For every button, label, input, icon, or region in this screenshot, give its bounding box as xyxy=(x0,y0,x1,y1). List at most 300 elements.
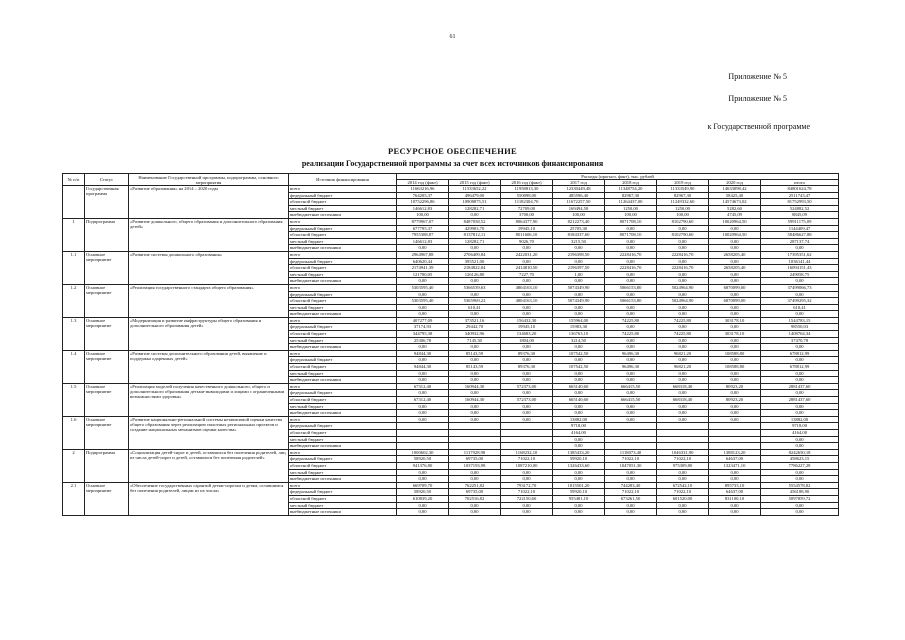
cell-value: 485596,40 xyxy=(553,192,605,199)
row-status: Подпрограмма xyxy=(85,218,129,251)
cell-value: 82967,30 xyxy=(605,192,657,199)
cell-value: 0,00 xyxy=(709,291,761,298)
cell-value: 666415,50 xyxy=(605,383,657,390)
cell-value: 0,00 xyxy=(605,403,657,410)
cell-value: 1168232,10 xyxy=(501,449,553,456)
cell-value: 7145,30 xyxy=(449,337,501,344)
cell-value xyxy=(605,423,657,430)
cell-total: 0,00 xyxy=(761,344,839,351)
cell-value xyxy=(397,436,449,443)
funding-source: внебюджетные источники xyxy=(289,278,397,285)
cell-value: 0,00 xyxy=(657,291,709,298)
cell-total: 1544783,15 xyxy=(761,317,839,324)
cell-value xyxy=(501,429,553,436)
cell-value: 2658205,40 xyxy=(709,265,761,272)
cell-value: 19945,10 xyxy=(501,225,553,232)
cell-value: 0,00 xyxy=(553,469,605,476)
cell-value: 0,00 xyxy=(657,344,709,351)
cell-value: 59920,10 xyxy=(553,456,605,463)
cell-value: 0,00 xyxy=(553,344,605,351)
cell-value: 2174941,39 xyxy=(397,265,449,272)
cell-total: 7786227,28 xyxy=(761,462,839,469)
funding-source: местный бюджет xyxy=(289,469,397,476)
cell-value: 677795,37 xyxy=(397,225,449,232)
cell-value: 2414810,50 xyxy=(501,265,553,272)
cell-value: 8212273,40 xyxy=(553,218,605,225)
cell-value: 5024964,90 xyxy=(657,298,709,305)
header-name: Наименование Государственной программы, подпрограммы, основного мероприятия xyxy=(129,174,289,186)
funding-source: местный бюджет xyxy=(289,337,397,344)
cell-value: 0,00 xyxy=(709,370,761,377)
cell-value xyxy=(397,443,449,450)
cell-value: 136763,10 xyxy=(553,331,605,338)
cell-value: 0,00 xyxy=(449,370,501,377)
cell-value: 12330449,48 xyxy=(553,186,605,193)
cell-value: 610,41 xyxy=(449,304,501,311)
header-year: 2015 год (факт) xyxy=(449,180,501,186)
cell-value: 0,00 xyxy=(709,403,761,410)
header-num: № п/п xyxy=(63,174,85,186)
cell-value xyxy=(449,423,501,430)
cell-value: 89376,30 xyxy=(501,364,553,371)
cell-value: 155964,00 xyxy=(553,317,605,324)
cell-value: 0,00 xyxy=(709,410,761,417)
cell-value: 0,00 xyxy=(553,443,605,450)
cell-value: 85143,59 xyxy=(449,364,501,371)
cell-value: 0,00 xyxy=(657,357,709,364)
row-number: 1.5 xyxy=(63,383,85,416)
cell-value: 100,00 xyxy=(605,212,657,219)
header-year: итого xyxy=(761,180,839,186)
cell-value: 831100,10 xyxy=(709,495,761,502)
cell-value: 0,00 xyxy=(657,509,709,516)
cell-value: 0,00 xyxy=(501,410,553,417)
cell-value: 8064377,90 xyxy=(501,218,553,225)
cell-value: 0,00 xyxy=(605,337,657,344)
cell-value: 19945,10 xyxy=(501,324,553,331)
cell-value: 85143,59 xyxy=(449,350,501,357)
cell-value: 722150,60 xyxy=(501,495,553,502)
document-subtitle: реализации Государственной программы за счет всех источников финансирования xyxy=(301,159,604,168)
cell-value: 0,00 xyxy=(501,311,553,318)
cell-value: 0,00 xyxy=(449,403,501,410)
cell-value: 169494,58 xyxy=(553,205,605,212)
funding-source: областной бюджет xyxy=(289,265,397,272)
cell-value: 74225,80 xyxy=(605,317,657,324)
cell-value: 0,00 xyxy=(553,509,605,516)
table-row xyxy=(63,350,839,357)
cell-value: 0,00 xyxy=(657,403,709,410)
cell-value: 71022,10 xyxy=(501,489,553,496)
row-status: Государственная программа xyxy=(85,186,129,219)
cell-value: 0,00 xyxy=(501,469,553,476)
table-row xyxy=(63,218,839,225)
cell-value: 0,00 xyxy=(553,258,605,265)
cell-value: 0,00 xyxy=(397,311,449,318)
row-status: Основное мероприятие xyxy=(85,251,129,284)
cell-value: 2228416,70 xyxy=(657,265,709,272)
cell-value: 550098,00 xyxy=(501,192,553,199)
cell-value: 0,00 xyxy=(501,344,553,351)
cell-value xyxy=(605,429,657,436)
cell-value: 0,00 xyxy=(657,370,709,377)
cell-value: 0,00 xyxy=(501,403,553,410)
cell-value: 0,00 xyxy=(605,304,657,311)
cell-value: 11333549,90 xyxy=(657,186,709,193)
cell-value: 146612,83 xyxy=(397,238,449,245)
cell-value: 5303595,40 xyxy=(397,298,449,305)
cell-value: 0,00 xyxy=(657,324,709,331)
cell-total: 37499066,73 xyxy=(761,284,839,291)
appendix-program-label: к Государственной программе xyxy=(707,122,810,131)
cell-value: 0,00 xyxy=(397,370,449,377)
cell-value: 895733,10 xyxy=(709,482,761,489)
cell-value: 0,00 xyxy=(449,357,501,364)
row-status: Основное мероприятие xyxy=(85,482,129,515)
cell-value: 2964967,88 xyxy=(397,251,449,258)
funding-source: федеральный бюджет xyxy=(289,489,397,496)
cell-value: 146612,83 xyxy=(397,205,449,212)
cell-total: 8242650,18 xyxy=(761,449,839,456)
cell-value: 126126,80 xyxy=(449,271,501,278)
cell-value: 128282,71 xyxy=(449,205,501,212)
cell-value: 0,00 xyxy=(709,337,761,344)
cell-value: 0,00 xyxy=(605,324,657,331)
funding-source: федеральный бюджет xyxy=(289,192,397,199)
cell-value: 0,00 xyxy=(397,245,449,252)
cell-total: 0,00 xyxy=(761,245,839,252)
row-number xyxy=(63,186,85,219)
cell-value: 0,00 xyxy=(709,304,761,311)
cell-value: 0,00 xyxy=(553,377,605,384)
cell-value: 0,00 xyxy=(605,291,657,298)
cell-total: 2511743,47 xyxy=(761,192,839,199)
cell-value: 0,00 xyxy=(501,278,553,285)
cell-value: 0,00 xyxy=(449,291,501,298)
cell-total: 610,41 xyxy=(761,304,839,311)
cell-value: 0,00 xyxy=(449,278,501,285)
cell-value xyxy=(657,443,709,450)
cell-value: 71022,10 xyxy=(657,456,709,463)
cell-value: 100,00 xyxy=(553,212,605,219)
cell-value: 71022,10 xyxy=(605,456,657,463)
cell-value: 0,00 xyxy=(605,225,657,232)
cell-value: 0,00 xyxy=(449,416,501,423)
cell-value: 5074349,90 xyxy=(553,298,605,305)
cell-value xyxy=(709,443,761,450)
cell-value: 0,00 xyxy=(553,436,605,443)
cell-value: 955481,10 xyxy=(553,495,605,502)
cell-value: 303178,10 xyxy=(709,331,761,338)
cell-value: 72709,00 xyxy=(501,205,553,212)
cell-value: 11264437,00 xyxy=(605,199,657,206)
cell-value: 640620,44 xyxy=(397,258,449,265)
funding-source: внебюджетные источники xyxy=(289,344,397,351)
funding-source: местный бюджет xyxy=(289,304,397,311)
cell-value: 0,00 xyxy=(449,245,501,252)
cell-value: 672542,10 xyxy=(657,482,709,489)
cell-value: 0,00 xyxy=(501,258,553,265)
cell-value: 8102790,60 xyxy=(657,232,709,239)
cell-value: 0,00 xyxy=(709,344,761,351)
cell-value: 0,00 xyxy=(709,324,761,331)
cell-value: 0,00 xyxy=(605,370,657,377)
cell-total: 5097859,72 xyxy=(761,495,839,502)
funding-source: областной бюджет xyxy=(289,232,397,239)
cell-value: 2658205,40 xyxy=(709,251,761,258)
row-number: 1.2 xyxy=(63,284,85,317)
funding-source: областной бюджет xyxy=(289,429,397,436)
cell-value: 0,00 xyxy=(449,410,501,417)
cell-value: 1015501,20 xyxy=(553,482,605,489)
funding-source: федеральный бюджет xyxy=(289,258,397,265)
cell-value: 58920,50 xyxy=(397,489,449,496)
cell-total: 2881437,60 xyxy=(761,383,839,390)
cell-value: 0,00 xyxy=(657,390,709,397)
cell-value: 1000602,30 xyxy=(397,449,449,456)
cell-value: 0,00 xyxy=(501,304,553,311)
cell-total: 8845,09 xyxy=(761,212,839,219)
cell-value: 6870099,00 xyxy=(709,284,761,291)
cell-total: 0,00 xyxy=(761,509,839,516)
cell-total: 0,00 xyxy=(761,278,839,285)
cell-value: 64637,00 xyxy=(709,456,761,463)
row-status: Основное мероприятие xyxy=(85,284,129,317)
cell-total: 13882,00 xyxy=(761,416,839,423)
cell-value: 0,00 xyxy=(709,357,761,364)
cell-total: 2881437,60 xyxy=(761,397,839,404)
cell-value xyxy=(605,443,657,450)
cell-value: 0,00 xyxy=(657,410,709,417)
row-number: 1.6 xyxy=(63,416,85,449)
cell-value: 0,00 xyxy=(605,238,657,245)
cell-total: 1036141,44 xyxy=(761,258,839,265)
header-expenses: Расходы (прогноз, факт), тыс. рублей xyxy=(397,174,839,180)
cell-value: 67312,40 xyxy=(397,383,449,390)
cell-value: 11672257,50 xyxy=(553,199,605,206)
cell-value: 0,00 xyxy=(553,357,605,364)
cell-value: 1804,00 xyxy=(501,337,553,344)
resource-table xyxy=(62,173,839,516)
cell-value: 344795,38 xyxy=(397,331,449,338)
cell-value: 5024964,90 xyxy=(657,284,709,291)
cell-value: 0,00 xyxy=(501,476,553,483)
cell-total: 678812,99 xyxy=(761,350,839,357)
cell-value: 668318,40 xyxy=(657,397,709,404)
table-row xyxy=(63,251,839,258)
funding-source: внебюджетные источники xyxy=(289,410,397,417)
cell-value: 429903,70 xyxy=(449,225,501,232)
cell-value: 5303595,40 xyxy=(397,284,449,291)
cell-value: 71022,10 xyxy=(657,489,709,496)
cell-value: 160944,30 xyxy=(449,383,501,390)
cell-value: 107542,50 xyxy=(553,350,605,357)
cell-value: 59920,10 xyxy=(553,489,605,496)
cell-value: 0,00 xyxy=(449,311,501,318)
cell-value: 11533652,22 xyxy=(449,186,501,193)
cell-value: 1117928,98 xyxy=(449,449,501,456)
cell-value: 0,00 xyxy=(605,271,657,278)
cell-value: 8487058,52 xyxy=(449,218,501,225)
funding-source: внебюджетные источники xyxy=(289,245,397,252)
cell-value: 8102790,60 xyxy=(657,218,709,225)
cell-value: 96821,20 xyxy=(657,364,709,371)
cell-value: 0,00 xyxy=(709,225,761,232)
cell-total: 16094151,43 xyxy=(761,265,839,272)
cell-value: 0,00 xyxy=(657,245,709,252)
funding-source: федеральный бюджет xyxy=(289,225,397,232)
cell-value: 0,00 xyxy=(501,509,553,516)
row-program-name: «Развитие образования» на 2014 – 2020 годы xyxy=(129,186,289,219)
cell-value: 669709,70 xyxy=(397,482,449,489)
cell-value: 0,00 xyxy=(605,278,657,285)
cell-value xyxy=(709,423,761,430)
cell-value xyxy=(657,436,709,443)
cell-value: 0,00 xyxy=(657,278,709,285)
cell-total: 0,00 xyxy=(761,370,839,377)
cell-value xyxy=(397,423,449,430)
cell-value: 67312,40 xyxy=(397,397,449,404)
cell-value xyxy=(605,436,657,443)
header-year: 2017 год xyxy=(553,180,605,186)
table-row xyxy=(63,449,839,456)
cell-value: 0,00 xyxy=(709,311,761,318)
cell-value: 10752296,86 xyxy=(397,199,449,206)
header-year: 2016 год (факт) xyxy=(501,180,553,186)
cell-value xyxy=(501,443,553,450)
cell-value: 0,00 xyxy=(709,271,761,278)
cell-value: 1250,00 xyxy=(605,205,657,212)
cell-value: 11663216,96 xyxy=(397,186,449,193)
row-program-name: «Реализация моделей получения качественного дошкольного, общего и дополнительного образования детьми-инвалидами и лицами с ограниченными возможностями здоровья» xyxy=(129,383,289,416)
cell-value: 5066153,80 xyxy=(605,298,657,305)
table-row xyxy=(63,284,839,291)
cell-value: 0,00 xyxy=(657,416,709,423)
cell-total: 0,00 xyxy=(761,390,839,397)
cell-value: 107542,50 xyxy=(553,364,605,371)
cell-value: 13882,00 xyxy=(553,416,605,423)
document-title: РЕСУРСНОЕ ОБЕСПЕЧЕНИЕ xyxy=(388,146,517,156)
cell-value: 2706409,84 xyxy=(449,251,501,258)
cell-value: 1118073,40 xyxy=(605,449,657,456)
cell-value: 0,00 xyxy=(657,225,709,232)
cell-value: 0,00 xyxy=(501,370,553,377)
cell-value: 0,00 xyxy=(449,509,501,516)
row-program-name: «Развитие национально-региональной системы независимой оценки качества общего образования через реализацию пилотных региональных проектов и создание национальных механизмов оценки качества» xyxy=(129,416,289,449)
cell-value: 0,00 xyxy=(397,502,449,509)
funding-source: всего xyxy=(289,284,397,291)
cell-value: 0,00 xyxy=(397,403,449,410)
cell-value: 0,00 xyxy=(709,278,761,285)
cell-value: 0,00 xyxy=(709,238,761,245)
cell-value: 0,00 xyxy=(605,416,657,423)
cell-value: 5282,60 xyxy=(709,205,761,212)
cell-value: 2422031,20 xyxy=(501,251,553,258)
cell-total: 249058,75 xyxy=(761,271,839,278)
cell-value: 941376,80 xyxy=(397,462,449,469)
cell-value: 975309,80 xyxy=(657,462,709,469)
funding-source: всего xyxy=(289,383,397,390)
cell-value: 0,00 xyxy=(397,469,449,476)
cell-value: 0,00 xyxy=(605,509,657,516)
row-number: 1.4 xyxy=(63,350,85,383)
cell-value: 15983,30 xyxy=(553,324,605,331)
cell-value: 0,00 xyxy=(553,476,605,483)
cell-value: 0,00 xyxy=(449,502,501,509)
row-number: 1.3 xyxy=(63,317,85,350)
cell-total: 9718,00 xyxy=(761,423,839,430)
appendix-label: Приложение № 5 xyxy=(728,94,787,103)
cell-value: 0,00 xyxy=(657,311,709,318)
cell-value: 0,00 xyxy=(553,245,605,252)
cell-value: 4164,00 xyxy=(553,429,605,436)
cell-value: 0,00 xyxy=(553,278,605,285)
table-row xyxy=(63,186,839,193)
cell-value: 0,00 xyxy=(605,245,657,252)
header-year: 2020 год xyxy=(709,180,761,186)
funding-source: федеральный бюджет xyxy=(289,423,397,430)
cell-value: 762251,82 xyxy=(449,482,501,489)
cell-value: 0,00 xyxy=(709,469,761,476)
header-year: 2019 год xyxy=(657,180,709,186)
funding-source: федеральный бюджет xyxy=(289,324,397,331)
cell-total: 5554578,82 xyxy=(761,482,839,489)
cell-value: 665140,60 xyxy=(553,383,605,390)
cell-value: 0,00 xyxy=(657,337,709,344)
cell-value: 1037193,98 xyxy=(449,462,501,469)
cell-value: 0,00 xyxy=(449,390,501,397)
cell-value: 96496,30 xyxy=(605,364,657,371)
cell-value: 0,00 xyxy=(553,291,605,298)
cell-value: 8071708,10 xyxy=(605,232,657,239)
cell-value: 37174,93 xyxy=(397,324,449,331)
cell-value: 0,00 xyxy=(449,344,501,351)
cell-value: 0,00 xyxy=(553,390,605,397)
cell-value: 80923,20 xyxy=(709,383,761,390)
funding-source: областной бюджет xyxy=(289,397,397,404)
cell-value xyxy=(449,436,501,443)
cell-value: 702516,82 xyxy=(449,495,501,502)
funding-source: федеральный бюджет xyxy=(289,390,397,397)
cell-value: 64637,00 xyxy=(709,489,761,496)
cell-value xyxy=(449,429,501,436)
cell-total: 0,00 xyxy=(761,502,839,509)
cell-total: 58486627,88 xyxy=(761,232,839,239)
cell-value: 0,00 xyxy=(397,357,449,364)
cell-value: 0,00 xyxy=(501,416,553,423)
row-status: Основное мероприятие xyxy=(85,350,129,383)
row-status: Основное мероприятие xyxy=(85,416,129,449)
row-program-name: «Реализация государственного стандарта общего образования» xyxy=(129,284,289,317)
funding-source: областной бюджет xyxy=(289,199,397,206)
cell-value: 1388123,20 xyxy=(709,449,761,456)
cell-total: 0,00 xyxy=(761,443,839,450)
cell-value: 100,00 xyxy=(657,212,709,219)
cell-value: 8011606,10 xyxy=(501,232,553,239)
cell-total: 0,00 xyxy=(761,291,839,298)
cell-value: 4745,09 xyxy=(709,212,761,219)
cell-value: 0,00 xyxy=(501,291,553,298)
cell-value: 2196398,50 xyxy=(553,251,605,258)
cell-value: 0,00 xyxy=(501,245,553,252)
cell-value: 11958813,30 xyxy=(501,186,553,193)
cell-value xyxy=(501,436,553,443)
cell-total: 98550,03 xyxy=(761,324,839,331)
cell-value: 0,00 xyxy=(605,311,657,318)
row-program-name: «Обеспечение государственных гарантий детям-сиротам и детям, оставшимся без попечения родителей, лицам из их числа» xyxy=(129,482,289,515)
cell-value: 82967,30 xyxy=(657,192,709,199)
cell-value xyxy=(501,423,553,430)
